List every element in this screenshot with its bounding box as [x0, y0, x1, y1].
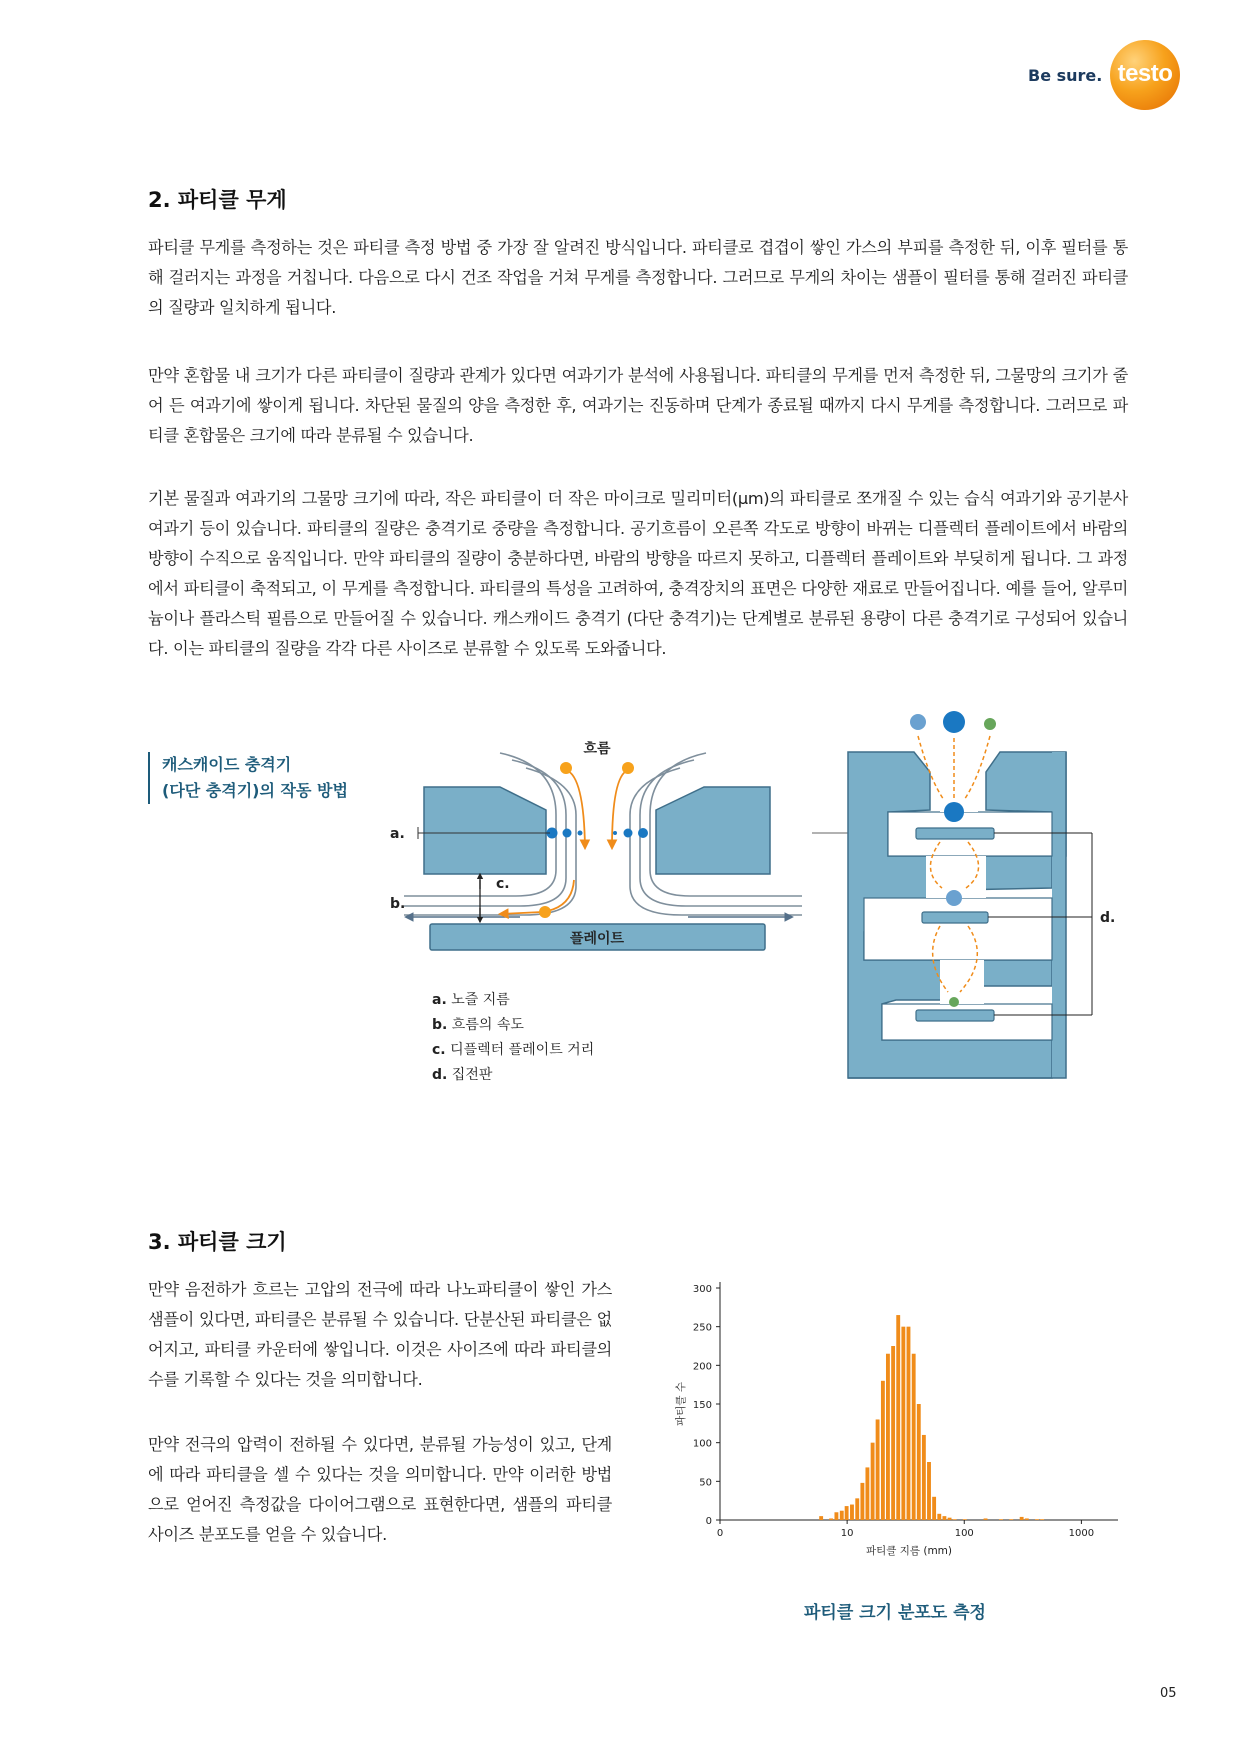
histogram-bar — [984, 1518, 988, 1520]
label-b: b. — [390, 896, 406, 912]
section-3-paragraph-2: 만약 전극의 압력이 전하될 수 있다면, 분류될 가능성이 있고, 단계에 따라 파티클을 셀 수 있다는 것을 의미합니다. 만약 이러한 방법으로 얻어진 측정값을 다이어그램으로 표현한다면, 샘플의 파티클 사이즈 분포도를 얻을 수 있습니다. — [148, 1435, 612, 1544]
x-tick-label: 1000 — [1068, 1528, 1095, 1539]
histogram-bar — [1025, 1518, 1029, 1520]
histogram-bar — [922, 1435, 926, 1520]
collection-plate-1 — [916, 828, 994, 839]
histogram-bar — [871, 1443, 875, 1520]
legend-item: c. 디플렉터 플레이트 거리 — [432, 1042, 595, 1058]
label-a: a. — [390, 826, 405, 842]
section-2-paragraph-2: 만약 혼합물 내 크기가 다른 파티클이 질량과 관계가 있다면 여과기가 분석에 사용됩니다. 파티클의 무게를 먼저 측정한 뒤, 그물망의 크기가 줄어 든 여과기에 쌓이게 됩니다. 차단된 물질의 양을 측정한 후, 여과기는 진동하며 단계가 종료될 때까지 다시 무게를 측정합니다. 그러므로 파티클 혼합물은 크기에 따라 분류될 수 있습니다. — [148, 366, 1128, 445]
collection-plate-2 — [922, 912, 988, 923]
nozzle-left-block — [424, 787, 546, 874]
figure-1-caption-line-1: 캐스캐이드 충격기 — [162, 755, 292, 774]
x-tick-label: 0 — [716, 1528, 724, 1539]
legend-item: b. 흐름의 속도 — [432, 1017, 524, 1033]
histogram-bar — [896, 1315, 900, 1520]
histogram-bar — [963, 1519, 967, 1520]
legend-item: d. 집전판 — [432, 1067, 493, 1083]
collection-plate-3 — [916, 1010, 994, 1021]
histogram-bar — [1020, 1517, 1024, 1520]
section-3-title: 3. 파티클 크기 — [148, 1230, 287, 1254]
plate-label: 플레이트 — [569, 931, 625, 947]
histogram-bar — [948, 1518, 952, 1520]
label-d: d. — [1100, 910, 1116, 926]
orange-particle — [622, 762, 634, 774]
label-c: c. — [496, 876, 510, 892]
histogram-bar — [912, 1354, 916, 1520]
blue-particle — [613, 831, 617, 835]
orange-particle — [539, 906, 551, 918]
legend-item: a. 노즐 지름 — [432, 992, 510, 1008]
histogram-bar — [829, 1518, 833, 1520]
large-particle — [943, 711, 965, 733]
blue-particle — [563, 829, 572, 838]
histogram-bar — [901, 1327, 905, 1520]
small-particle — [984, 718, 996, 730]
histogram-bar — [953, 1519, 957, 1520]
histogram-bar — [1009, 1519, 1013, 1520]
y-tick-label: 50 — [699, 1477, 712, 1489]
histogram-bar — [850, 1505, 854, 1520]
page-number: 05 — [1160, 1686, 1177, 1701]
section-2-paragraph-1: 파티클 무게를 측정하는 것은 파티클 측정 방법 중 가장 잘 알려진 방식입니다. 파티클로 겹겹이 쌓인 가스의 부피를 측정한 뒤, 이후 필터를 통해 걸러지는 과정을 거칩니다. 다음으로 다시 건조 작업을 거쳐 무게를 측정합니다. 그러므로 무게의 차이는 샘플이 필터를 통해 걸러진 파티클의 질량과 일치하게 됩니다. — [148, 238, 1128, 317]
histogram-bar — [881, 1381, 885, 1520]
particle-path-bottom — [500, 880, 574, 914]
chart-caption: 파티클 크기 분포도 측정 — [804, 1603, 986, 1623]
histogram-bar — [886, 1354, 890, 1520]
blue-particle — [578, 831, 583, 836]
y-tick-label: 0 — [705, 1516, 712, 1527]
section-2-title: 2. 파티클 무게 — [148, 188, 287, 212]
x-tick-label: 10 — [840, 1528, 854, 1539]
y-tick-label: 100 — [692, 1438, 712, 1450]
cascade-chamber-2 — [864, 898, 1052, 960]
particle-size-histogram — [660, 1270, 1130, 1580]
histogram-bar — [840, 1511, 844, 1520]
histogram-bar — [1035, 1519, 1039, 1520]
histogram-bar — [999, 1519, 1003, 1520]
medium-particle — [910, 714, 926, 730]
histogram-bar — [937, 1514, 941, 1520]
blue-particle — [638, 828, 648, 838]
x-axis-label: 파티클 지름 (mm) — [865, 1545, 953, 1557]
histogram-bar — [932, 1497, 936, 1520]
histogram-bar — [942, 1516, 946, 1520]
logo-tagline: Be sure. — [1028, 66, 1103, 85]
histogram-bar — [876, 1419, 880, 1520]
histogram-bar — [865, 1467, 869, 1520]
histogram-bar — [834, 1512, 838, 1520]
histogram-bar — [845, 1506, 849, 1520]
y-tick-label: 300 — [692, 1284, 712, 1295]
figure-1-caption-line-2: (다단 충격기)의 작동 방법 — [162, 781, 348, 800]
y-axis-label: 파티클 수 — [675, 1382, 687, 1426]
histogram-bar — [891, 1346, 895, 1520]
section-3-paragraph-1: 만약 음전하가 흐르는 고압의 전극에 따라 나노파티클이 쌓인 가스 샘플이 있다면, 파티클은 분류될 수 있습니다. 단분산된 파티클은 없어지고, 파티클 카운터에 쌓입니다. 이것은 사이즈에 따라 파티클의 수를 기록할 수 있다는 것을 의미합니다. — [148, 1280, 612, 1389]
section-2-paragraph-3: 기본 물질과 여과기의 그물망 크기에 따라, 작은 파티클이 더 작은 마이크로 밀리미터(μm)의 파티클로 쪼개질 수 있는 습식 여과기와 공기분사 여과기 등이 있습니다. 파티클의 질량은 충격기로 중량을 측정합니다. 공기흐름이 오른쪽 각도로 방향이 바뀌는 디플렉터 플레이트에서 바람의 방향이 수직으로 움직입니다. 만약 파티클의 질량이 충분하다면, 바람의 방향을 따르지 못하고, 디플렉터 플레이트와 부딪히게 됩니다. 그 과정에서 파티클이 축적되고, 이 무게를 측정합니다. 파티클의 특성을 고려하여, 충격장치의 표면은 다양한 재료로 만들어집니다. 예를 들어, 알루미늄이나 플라스틱 필름으로 만들어질 수 있습니다. 캐스캐이드 충격기 (다단 충격기)는 단계별로 분류된 용량이 다른 충격기로 구성되어 있습니다. 이는 파티클의 질량을 각각 다른 사이즈로 분류할 수 있도록 도와줍니다. — [148, 489, 1128, 658]
flow-label: 흐름 — [583, 741, 611, 757]
histogram-bar — [927, 1462, 931, 1520]
histogram-bar — [1040, 1519, 1044, 1520]
histogram-bar — [907, 1327, 911, 1520]
nozzle-right-block — [656, 787, 770, 874]
y-tick-label: 150 — [692, 1400, 712, 1411]
x-tick-label: 100 — [954, 1528, 974, 1539]
histogram-bar — [860, 1483, 864, 1520]
figure-1-legend — [432, 988, 594, 1088]
histogram-bar — [855, 1498, 859, 1520]
y-tick-label: 200 — [692, 1361, 712, 1373]
histogram-bar — [917, 1404, 921, 1520]
y-tick-label: 250 — [692, 1322, 712, 1334]
orange-particle — [560, 762, 572, 774]
histogram-bar — [819, 1516, 823, 1520]
blue-particle — [624, 829, 633, 838]
logo-wordmark: testo — [1117, 60, 1173, 87]
